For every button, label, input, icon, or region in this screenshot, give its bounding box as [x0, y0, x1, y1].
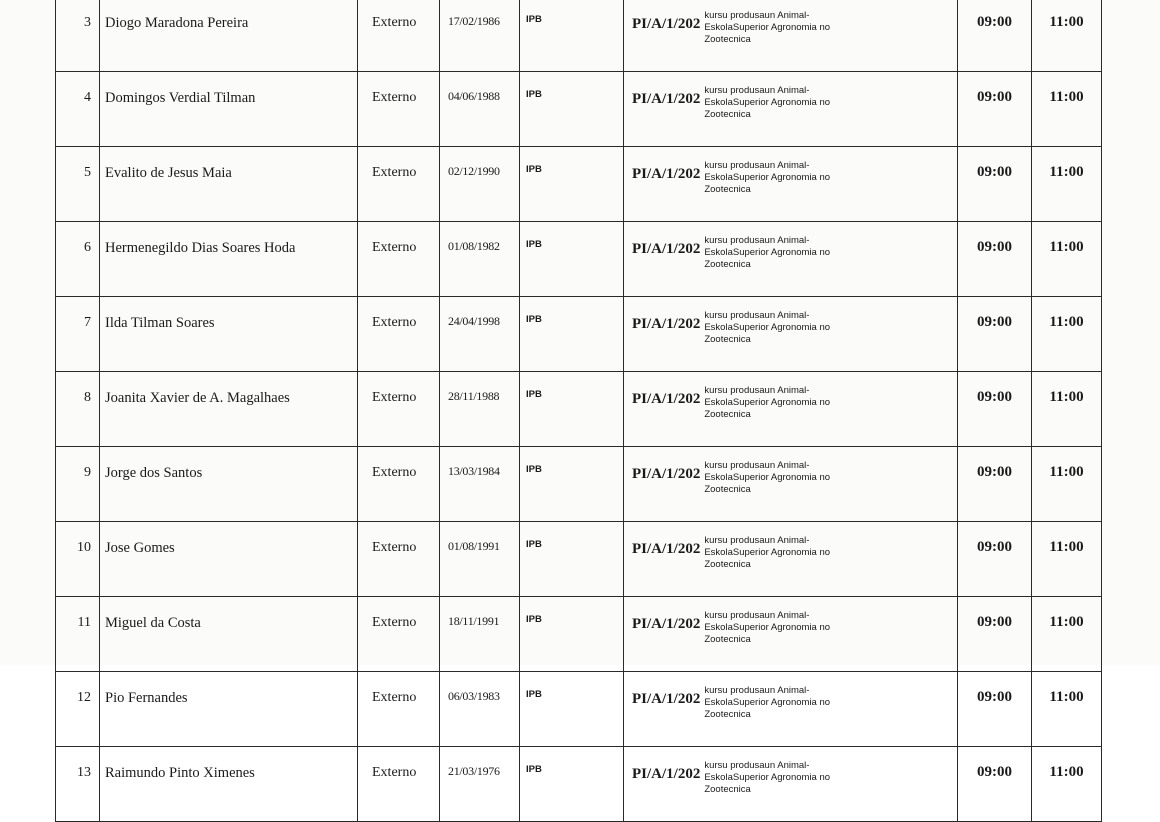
- course-content: [632, 535, 957, 571]
- row-number: 7: [84, 315, 91, 330]
- participant-name: Ilda Tilman Soares: [105, 315, 215, 331]
- row-number: 6: [84, 240, 91, 255]
- start-time: 09:00: [977, 14, 1012, 30]
- birth-date: 24/04/1998: [448, 314, 500, 328]
- end-time-cell: [1032, 522, 1102, 597]
- course-content: [632, 85, 957, 121]
- start-time-cell: [958, 147, 1032, 222]
- participant-name: Raimundo Pinto Ximenes: [105, 765, 255, 781]
- course-cell: [624, 372, 958, 447]
- start-time: 09:00: [977, 464, 1012, 480]
- course-cell: [624, 297, 958, 372]
- participant-status: Externo: [372, 540, 417, 555]
- table-row: [56, 297, 1102, 372]
- table-row: [56, 522, 1102, 597]
- participant-name-cell: [100, 297, 358, 372]
- start-time-cell: [958, 297, 1032, 372]
- institution: IPB: [526, 89, 542, 100]
- row-number-cell: [56, 747, 100, 822]
- birth-date-cell: [440, 297, 520, 372]
- row-number: 5: [84, 165, 91, 180]
- course-code: PI/A/1/202: [632, 466, 701, 482]
- participant-name-cell: [100, 0, 358, 72]
- birth-date: 17/02/1986: [448, 14, 500, 28]
- end-time: 11:00: [1049, 314, 1084, 330]
- course-cell: [624, 597, 958, 672]
- course-description-line-1: kursu produsaun Animal-: [704, 10, 810, 21]
- course-content: [632, 235, 957, 271]
- course-description-line-2: EskolaSuperior Agronomia no: [704, 547, 831, 558]
- institution: IPB: [526, 764, 542, 775]
- course-description-line-1: kursu produsaun Animal-: [704, 310, 810, 321]
- course-description: [704, 385, 830, 421]
- start-time: 09:00: [977, 764, 1012, 780]
- row-number: 8: [84, 390, 91, 405]
- course-cell: [624, 447, 958, 522]
- participant-name-cell: [100, 522, 358, 597]
- course-description-line-3: Zootecnica: [704, 259, 751, 270]
- participant-status: Externo: [372, 465, 417, 480]
- institution-cell: [520, 747, 624, 822]
- birth-date: 02/12/1990: [448, 164, 500, 178]
- birth-date-cell: [440, 72, 520, 147]
- course-description: [704, 160, 830, 196]
- end-time-cell: [1032, 0, 1102, 72]
- course-content: [632, 310, 957, 346]
- end-time-cell: [1032, 597, 1102, 672]
- course-code: PI/A/1/202: [632, 616, 701, 632]
- row-number-cell: [56, 222, 100, 297]
- end-time: 11:00: [1049, 89, 1084, 105]
- participant-name: Miguel da Costa: [105, 615, 201, 631]
- row-number-cell: [56, 297, 100, 372]
- course-description: [704, 460, 830, 496]
- table-row: [56, 372, 1102, 447]
- institution: IPB: [526, 389, 542, 400]
- participant-name: Jorge dos Santos: [105, 465, 203, 481]
- institution-cell: [520, 597, 624, 672]
- institution-cell: [520, 372, 624, 447]
- start-time: 09:00: [977, 89, 1012, 105]
- participant-status: Externo: [372, 765, 417, 780]
- table-row: [56, 72, 1102, 147]
- end-time-cell: [1032, 672, 1102, 747]
- course-description-line-3: Zootecnica: [704, 484, 751, 495]
- row-number-cell: [56, 522, 100, 597]
- end-time: 11:00: [1049, 239, 1084, 255]
- course-description-line-1: kursu produsaun Animal-: [704, 160, 810, 171]
- course-description-line-2: EskolaSuperior Agronomia no: [704, 772, 831, 783]
- course-description-line-2: EskolaSuperior Agronomia no: [704, 247, 831, 258]
- start-time: 09:00: [977, 389, 1012, 405]
- start-time: 09:00: [977, 314, 1012, 330]
- participant-name: Evalito de Jesus Maia: [105, 165, 232, 181]
- course-description-line-3: Zootecnica: [704, 559, 751, 570]
- course-cell: [624, 522, 958, 597]
- institution: IPB: [526, 239, 542, 250]
- course-description: [704, 235, 830, 271]
- participant-status: Externo: [372, 390, 417, 405]
- table-body: [56, 0, 1102, 822]
- birth-date: 13/03/1984: [448, 464, 500, 478]
- course-content: [632, 610, 957, 646]
- start-time-cell: [958, 672, 1032, 747]
- course-description-line-2: EskolaSuperior Agronomia no: [704, 397, 831, 408]
- row-number: 11: [77, 615, 91, 630]
- institution: IPB: [526, 14, 542, 25]
- birth-date: 01/08/1982: [448, 239, 500, 253]
- birth-date: 28/11/1988: [448, 389, 500, 403]
- row-number: 12: [77, 690, 91, 705]
- status-cell: [358, 447, 440, 522]
- participant-name-cell: [100, 372, 358, 447]
- status-cell: [358, 72, 440, 147]
- birth-date-cell: [440, 747, 520, 822]
- birth-date-cell: [440, 147, 520, 222]
- participant-name: Diogo Maradona Pereira: [105, 15, 249, 31]
- institution: IPB: [526, 689, 542, 700]
- course-description-line-3: Zootecnica: [704, 634, 751, 645]
- institution: IPB: [526, 614, 542, 625]
- row-number-cell: [56, 672, 100, 747]
- participant-status: Externo: [372, 90, 417, 105]
- course-code: PI/A/1/202: [632, 91, 701, 107]
- course-description: [704, 310, 830, 346]
- participant-name: Joanita Xavier de A. Magalhaes: [105, 390, 290, 406]
- participant-status: Externo: [372, 240, 417, 255]
- course-description-line-2: EskolaSuperior Agronomia no: [704, 472, 831, 483]
- course-description-line-2: EskolaSuperior Agronomia no: [704, 697, 831, 708]
- table-row: [56, 0, 1102, 72]
- course-description: [704, 85, 830, 121]
- course-description-line-1: kursu produsaun Animal-: [704, 685, 810, 696]
- course-description: [704, 10, 830, 46]
- course-description-line-1: kursu produsaun Animal-: [704, 610, 810, 621]
- start-time-cell: [958, 222, 1032, 297]
- course-cell: [624, 672, 958, 747]
- status-cell: [358, 522, 440, 597]
- course-cell: [624, 147, 958, 222]
- institution: IPB: [526, 314, 542, 325]
- status-cell: [358, 147, 440, 222]
- birth-date: 04/06/1988: [448, 89, 500, 103]
- participant-name-cell: [100, 147, 358, 222]
- start-time: 09:00: [977, 689, 1012, 705]
- course-content: [632, 460, 957, 496]
- institution-cell: [520, 222, 624, 297]
- course-content: [632, 10, 957, 46]
- course-description-line-1: kursu produsaun Animal-: [704, 85, 810, 96]
- participant-name: Jose Gomes: [105, 540, 175, 556]
- course-description-line-1: kursu produsaun Animal-: [704, 385, 810, 396]
- birth-date-cell: [440, 672, 520, 747]
- course-content: [632, 160, 957, 196]
- table-row: [56, 747, 1102, 822]
- row-number-cell: [56, 597, 100, 672]
- birth-date: 01/08/1991: [448, 539, 500, 553]
- birth-date-cell: [440, 372, 520, 447]
- end-time: 11:00: [1049, 464, 1084, 480]
- course-code: PI/A/1/202: [632, 541, 701, 557]
- end-time: 11:00: [1049, 614, 1084, 630]
- birth-date-cell: [440, 0, 520, 72]
- course-cell: [624, 72, 958, 147]
- start-time-cell: [958, 72, 1032, 147]
- end-time-cell: [1032, 147, 1102, 222]
- table-row: [56, 222, 1102, 297]
- course-code: PI/A/1/202: [632, 166, 701, 182]
- course-code: PI/A/1/202: [632, 241, 701, 257]
- course-content: [632, 685, 957, 721]
- course-description-line-2: EskolaSuperior Agronomia no: [704, 22, 831, 33]
- row-number-cell: [56, 372, 100, 447]
- participant-status: Externo: [372, 315, 417, 330]
- course-description-line-2: EskolaSuperior Agronomia no: [704, 97, 831, 108]
- start-time-cell: [958, 0, 1032, 72]
- course-description-line-2: EskolaSuperior Agronomia no: [704, 622, 831, 633]
- table-row: [56, 147, 1102, 222]
- birth-date: 18/11/1991: [448, 614, 500, 628]
- end-time: 11:00: [1049, 14, 1084, 30]
- course-description-line-2: EskolaSuperior Agronomia no: [704, 172, 831, 183]
- participant-name-cell: [100, 447, 358, 522]
- end-time-cell: [1032, 297, 1102, 372]
- course-description-line-3: Zootecnica: [704, 409, 751, 420]
- status-cell: [358, 747, 440, 822]
- institution-cell: [520, 297, 624, 372]
- start-time: 09:00: [977, 164, 1012, 180]
- table-row: [56, 447, 1102, 522]
- row-number: 13: [77, 765, 91, 780]
- status-cell: [358, 222, 440, 297]
- course-description-line-2: EskolaSuperior Agronomia no: [704, 322, 831, 333]
- row-number: 10: [77, 540, 91, 555]
- birth-date: 21/03/1976: [448, 764, 500, 778]
- participant-name-cell: [100, 672, 358, 747]
- course-description-line-3: Zootecnica: [704, 184, 751, 195]
- institution-cell: [520, 147, 624, 222]
- birth-date-cell: [440, 597, 520, 672]
- institution: IPB: [526, 164, 542, 175]
- row-number-cell: [56, 147, 100, 222]
- institution: IPB: [526, 539, 542, 550]
- status-cell: [358, 0, 440, 72]
- course-cell: [624, 222, 958, 297]
- course-description-line-3: Zootecnica: [704, 709, 751, 720]
- status-cell: [358, 372, 440, 447]
- participant-table: [55, 0, 1102, 822]
- start-time: 09:00: [977, 239, 1012, 255]
- end-time: 11:00: [1049, 164, 1084, 180]
- course-description-line-3: Zootecnica: [704, 784, 751, 795]
- participant-status: Externo: [372, 15, 417, 30]
- start-time-cell: [958, 372, 1032, 447]
- birth-date-cell: [440, 222, 520, 297]
- course-description: [704, 685, 830, 721]
- participant-status: Externo: [372, 690, 417, 705]
- end-time: 11:00: [1049, 689, 1084, 705]
- course-description-line-3: Zootecnica: [704, 34, 751, 45]
- row-number-cell: [56, 0, 100, 72]
- row-number-cell: [56, 72, 100, 147]
- course-cell: [624, 747, 958, 822]
- institution-cell: [520, 672, 624, 747]
- course-description-line-1: kursu produsaun Animal-: [704, 535, 810, 546]
- institution-cell: [520, 447, 624, 522]
- institution: IPB: [526, 464, 542, 475]
- course-description-line-1: kursu produsaun Animal-: [704, 235, 810, 246]
- course-description: [704, 535, 830, 571]
- end-time: 11:00: [1049, 764, 1084, 780]
- course-code: PI/A/1/202: [632, 766, 701, 782]
- start-time-cell: [958, 597, 1032, 672]
- end-time: 11:00: [1049, 389, 1084, 405]
- participant-name-cell: [100, 72, 358, 147]
- birth-date-cell: [440, 522, 520, 597]
- participant-name: Domingos Verdial Tilman: [105, 90, 256, 106]
- birth-date: 06/03/1983: [448, 689, 500, 703]
- row-number: 9: [84, 465, 91, 480]
- start-time-cell: [958, 747, 1032, 822]
- end-time: 11:00: [1049, 539, 1084, 555]
- course-description: [704, 760, 830, 796]
- course-cell: [624, 0, 958, 72]
- row-number: 3: [84, 15, 91, 30]
- row-number-cell: [56, 447, 100, 522]
- start-time: 09:00: [977, 614, 1012, 630]
- course-code: PI/A/1/202: [632, 316, 701, 332]
- end-time-cell: [1032, 447, 1102, 522]
- course-description: [704, 610, 830, 646]
- course-content: [632, 385, 957, 421]
- end-time-cell: [1032, 747, 1102, 822]
- course-description-line-3: Zootecnica: [704, 334, 751, 345]
- course-code: PI/A/1/202: [632, 391, 701, 407]
- course-description-line-3: Zootecnica: [704, 109, 751, 120]
- participant-name-cell: [100, 747, 358, 822]
- course-code: PI/A/1/202: [632, 691, 701, 707]
- start-time: 09:00: [977, 539, 1012, 555]
- birth-date-cell: [440, 447, 520, 522]
- institution-cell: [520, 72, 624, 147]
- participant-status: Externo: [372, 615, 417, 630]
- start-time-cell: [958, 447, 1032, 522]
- table-row: [56, 672, 1102, 747]
- course-content: [632, 760, 957, 796]
- participant-name: Pio Fernandes: [105, 690, 188, 706]
- participant-name-cell: [100, 222, 358, 297]
- table-row: [56, 597, 1102, 672]
- end-time-cell: [1032, 372, 1102, 447]
- course-description-line-1: kursu produsaun Animal-: [704, 760, 810, 771]
- status-cell: [358, 672, 440, 747]
- course-description-line-1: kursu produsaun Animal-: [704, 460, 810, 471]
- institution-cell: [520, 522, 624, 597]
- institution-cell: [520, 0, 624, 72]
- status-cell: [358, 597, 440, 672]
- course-code: PI/A/1/202: [632, 16, 701, 32]
- participant-status: Externo: [372, 165, 417, 180]
- participant-name-cell: [100, 597, 358, 672]
- row-number: 4: [84, 90, 91, 105]
- end-time-cell: [1032, 72, 1102, 147]
- status-cell: [358, 297, 440, 372]
- start-time-cell: [958, 522, 1032, 597]
- end-time-cell: [1032, 222, 1102, 297]
- participant-name: Hermenegildo Dias Soares Hoda: [105, 240, 296, 256]
